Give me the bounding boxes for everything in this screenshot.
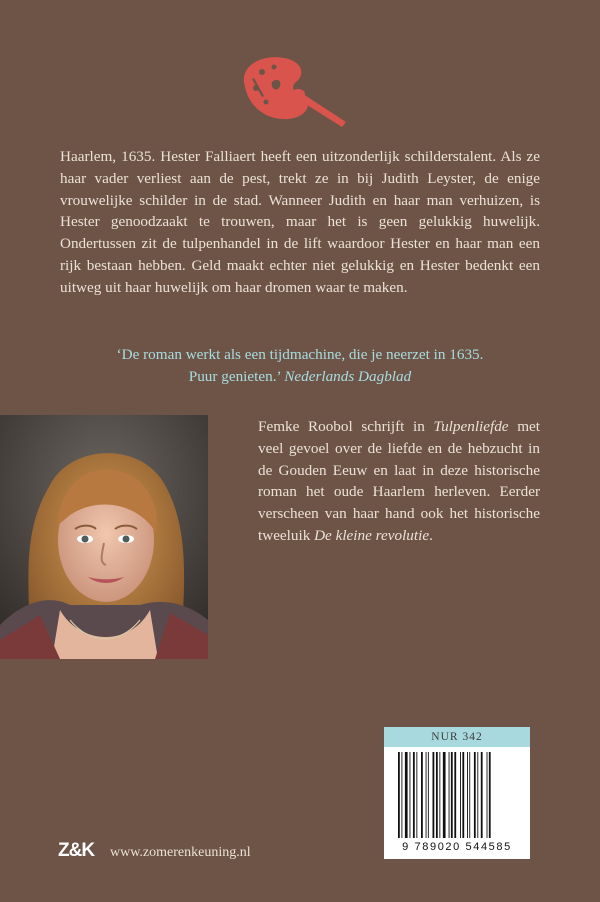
barcode-bar bbox=[443, 752, 446, 838]
barcode-bar bbox=[451, 752, 453, 838]
palette-brush-emblem-icon bbox=[234, 52, 354, 130]
publisher-website[interactable]: www.zomerenkeuning.nl bbox=[110, 845, 251, 860]
barcode-bar bbox=[477, 752, 478, 838]
barcode-bar bbox=[449, 752, 450, 838]
barcode-bar bbox=[454, 752, 456, 838]
barcode-bar bbox=[428, 752, 429, 838]
isbn-barcode-box bbox=[384, 727, 530, 859]
bio-text-1: Femke Roobol schrijft in bbox=[258, 418, 434, 435]
author-portrait bbox=[0, 415, 208, 659]
barcode-bar bbox=[410, 752, 411, 838]
back-cover-blurb: Haarlem, 1635. Hester Falliaert heeft een uitzonderlijk schilderstalent. Als ze haar vader verliest aan de pest, trekt ze in bij Judith Leyster, de enige vrouwelijke schilder in de stad. Wanneer Judith en haar man verhuizen, is Hester genoodzaakt te trouwen, maar het is geen gelukkig huwelijk. Ondertussen zit de tulpenhandel in de lift waardoor Hester en haar man een rijk bestaan hebben. Geld maakt echter niet gelukkig en Hester bedenkt een uitweg uit haar huwelijk om haar dromen waar te maken. bbox=[60, 148, 540, 296]
author-bio bbox=[258, 416, 540, 547]
barcode-bar bbox=[469, 752, 470, 838]
barcode-bar bbox=[481, 752, 483, 838]
barcode-bar bbox=[467, 752, 468, 838]
quote-text-line1: ‘De roman werkt als een tijdmachine, die je neerzet in 1635. bbox=[116, 346, 484, 363]
barcode-bar bbox=[398, 752, 400, 838]
barcode-bar bbox=[474, 752, 476, 838]
bio-text-3: . bbox=[429, 526, 433, 544]
barcode-bar bbox=[439, 752, 440, 838]
nur-code: NUR 342 bbox=[384, 727, 530, 747]
barcode-bar bbox=[405, 752, 408, 838]
barcode-bar bbox=[436, 752, 438, 838]
barcode-bar bbox=[426, 752, 427, 838]
barcode-bar bbox=[489, 752, 491, 838]
barcode-bar bbox=[401, 752, 402, 838]
barcode-bar bbox=[433, 752, 435, 838]
isbn-barcode bbox=[396, 752, 518, 840]
barcode-bar bbox=[421, 752, 423, 838]
barcode-bar bbox=[416, 752, 417, 838]
barcode-bar bbox=[487, 752, 488, 838]
quote-source: Nederlands Dagblad bbox=[284, 367, 412, 385]
isbn-digits: 9 789020 544585 bbox=[402, 841, 512, 853]
bio-previous-title: De kleine revolutie bbox=[314, 526, 430, 544]
barcode-bar bbox=[460, 752, 461, 838]
barcode-bar bbox=[413, 752, 415, 838]
bio-text-2: met veel gevoel over de liefde en de hebzucht in de Gouden Eeuw en laat in deze historische roman het oude Haarlem herleven. Eerder verscheen van haar hand ook het historische tweeluik bbox=[258, 418, 540, 544]
publisher-logo: Z&K bbox=[58, 840, 95, 861]
barcode-bar bbox=[462, 752, 464, 838]
quote-text-line2: Puur genieten.’ bbox=[188, 367, 281, 385]
bio-book-title: Tulpenliefde bbox=[433, 418, 509, 435]
review-quote bbox=[60, 344, 540, 388]
